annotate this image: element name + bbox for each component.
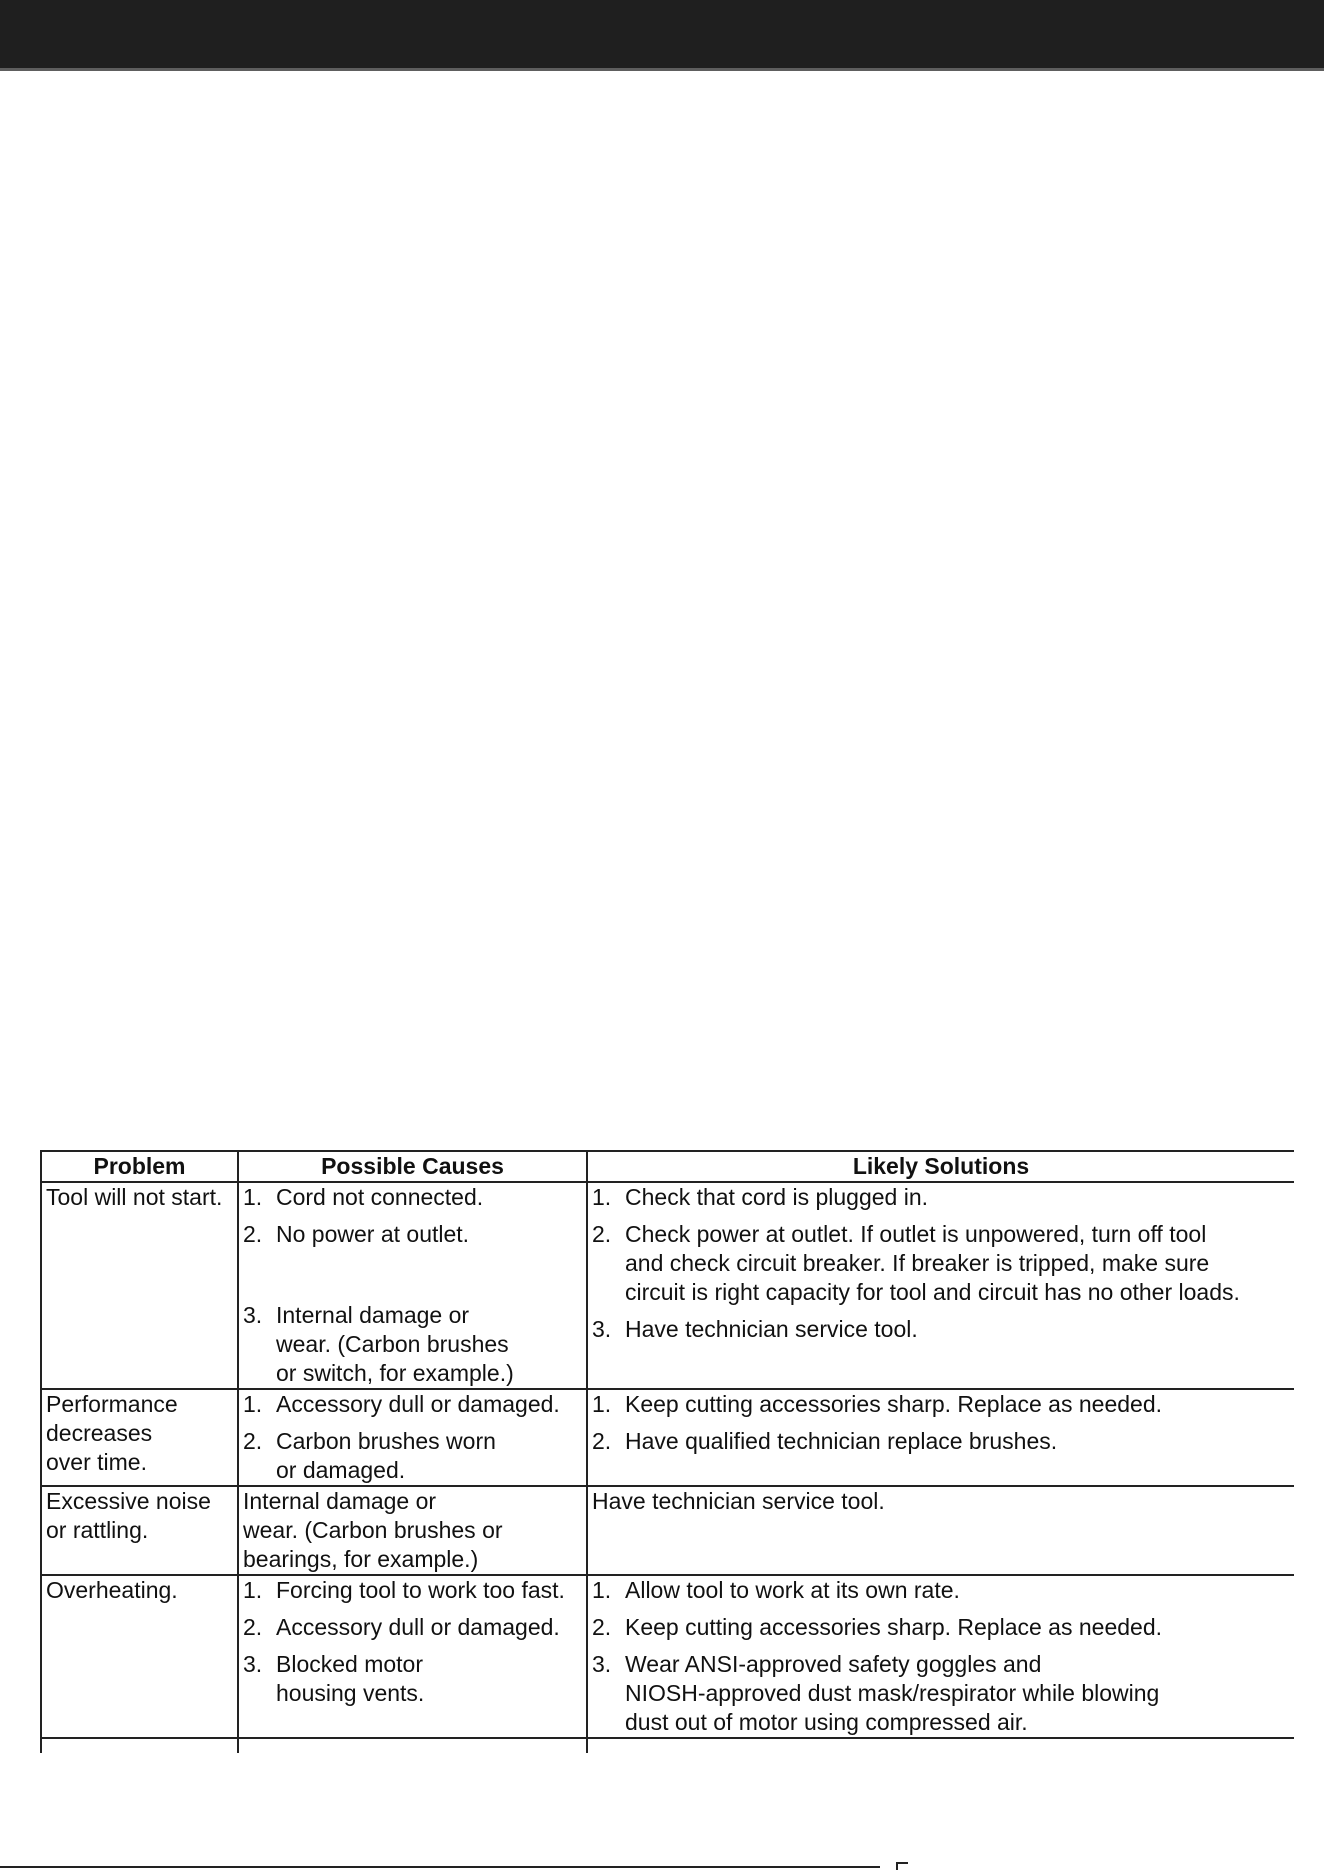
column-header-causes: Possible Causes (238, 1151, 587, 1182)
solution-item (592, 1427, 1290, 1456)
item-number: 1. (243, 1391, 263, 1417)
table-row-cutoff (41, 1738, 1294, 1753)
item-text: Cord not connected. (276, 1184, 484, 1210)
item-text: Check power at outlet. If outlet is unpowered, turn off tool and check circuit breaker. If breaker is tripped, make sure circuit is right capacity for tool and circuit has no other loads. (625, 1221, 1240, 1305)
item-number: 1. (592, 1391, 612, 1417)
item-number: 3. (592, 1316, 612, 1342)
table-row (41, 1389, 1294, 1486)
item-number: 2. (592, 1614, 612, 1640)
causes-cell (238, 1182, 587, 1389)
item-text: Keep cutting accessories sharp. Replace as needed. (625, 1391, 1162, 1417)
table-header-row (41, 1151, 1294, 1182)
solutions-cell (587, 1389, 1294, 1486)
item-number: 1. (592, 1184, 612, 1210)
solution-item (592, 1220, 1290, 1307)
column-header-solutions: Likely Solutions (587, 1151, 1294, 1182)
item-text: Blocked motor housing vents. (276, 1651, 425, 1706)
item-text: Accessory dull or damaged. (276, 1614, 560, 1640)
cause-item (243, 1183, 582, 1212)
solution-item (592, 1613, 1290, 1642)
item-text: Keep cutting accessories sharp. Replace as needed. (625, 1614, 1162, 1640)
item-text: Have technician service tool. (625, 1316, 918, 1342)
solution-item (592, 1315, 1290, 1344)
cause-item (243, 1427, 582, 1485)
item-text: Wear ANSI-approved safety goggles and NIOSH-approved dust mask/respirator while blowing dust out of motor using compressed air. (625, 1651, 1160, 1735)
cutoff-cell (238, 1738, 587, 1753)
footer-divider (0, 1866, 880, 1868)
item-text: No power at outlet. (276, 1221, 470, 1247)
cause-item (243, 1576, 582, 1605)
problem-cell: Performance decreases over time. (41, 1389, 238, 1486)
table-row (41, 1182, 1294, 1389)
solution-item (592, 1576, 1290, 1605)
item-text: Internal damage or wear. (Carbon brushes or switch, for example.) (276, 1302, 514, 1386)
solutions-cell: Have technician service tool. (587, 1486, 1294, 1575)
item-text: Carbon brushes worn or damaged. (276, 1428, 496, 1483)
troubleshooting-table (40, 1150, 1294, 1753)
solution-item (592, 1650, 1290, 1737)
item-number: 2. (592, 1221, 612, 1247)
cause-item (243, 1390, 582, 1419)
causes-cell (238, 1389, 587, 1486)
table-row (41, 1575, 1294, 1738)
item-number: 3. (243, 1302, 263, 1328)
item-text: Check that cord is plugged in. (625, 1184, 929, 1210)
item-number: 2. (243, 1428, 263, 1454)
solution-item (592, 1390, 1290, 1419)
footer-corner-mark (896, 1862, 908, 1870)
causes-cell: Internal damage or wear. (Carbon brushes or bearings, for example.) (238, 1486, 587, 1575)
item-text: Have qualified technician replace brushes. (625, 1428, 1058, 1454)
problem-cell: Overheating. (41, 1575, 238, 1738)
cutoff-cell (587, 1738, 1294, 1753)
cause-item (243, 1301, 582, 1388)
cause-item (243, 1613, 582, 1642)
solution-item (592, 1183, 1290, 1212)
page-header-bar (0, 0, 1324, 71)
item-number: 2. (243, 1614, 263, 1640)
item-number: 2. (592, 1428, 612, 1454)
item-text: Forcing tool to work too fast. (276, 1577, 565, 1603)
item-number: 3. (243, 1651, 263, 1677)
troubleshooting-table-container (40, 1150, 1294, 1753)
causes-cell (238, 1575, 587, 1738)
cause-item (243, 1220, 582, 1249)
item-number: 1. (592, 1577, 612, 1603)
item-number: 3. (592, 1651, 612, 1677)
item-number: 2. (243, 1221, 263, 1247)
item-text: Accessory dull or damaged. (276, 1391, 560, 1417)
solutions-cell (587, 1575, 1294, 1738)
problem-cell: Tool will not start. (41, 1182, 238, 1389)
table-row (41, 1486, 1294, 1575)
cause-item (243, 1650, 582, 1708)
item-text: Allow tool to work at its own rate. (625, 1577, 960, 1603)
solutions-cell (587, 1182, 1294, 1389)
column-header-problem: Problem (41, 1151, 238, 1182)
problem-cell: Excessive noise or rattling. (41, 1486, 238, 1575)
item-number: 1. (243, 1184, 263, 1210)
cutoff-cell (41, 1738, 238, 1753)
item-number: 1. (243, 1577, 263, 1603)
